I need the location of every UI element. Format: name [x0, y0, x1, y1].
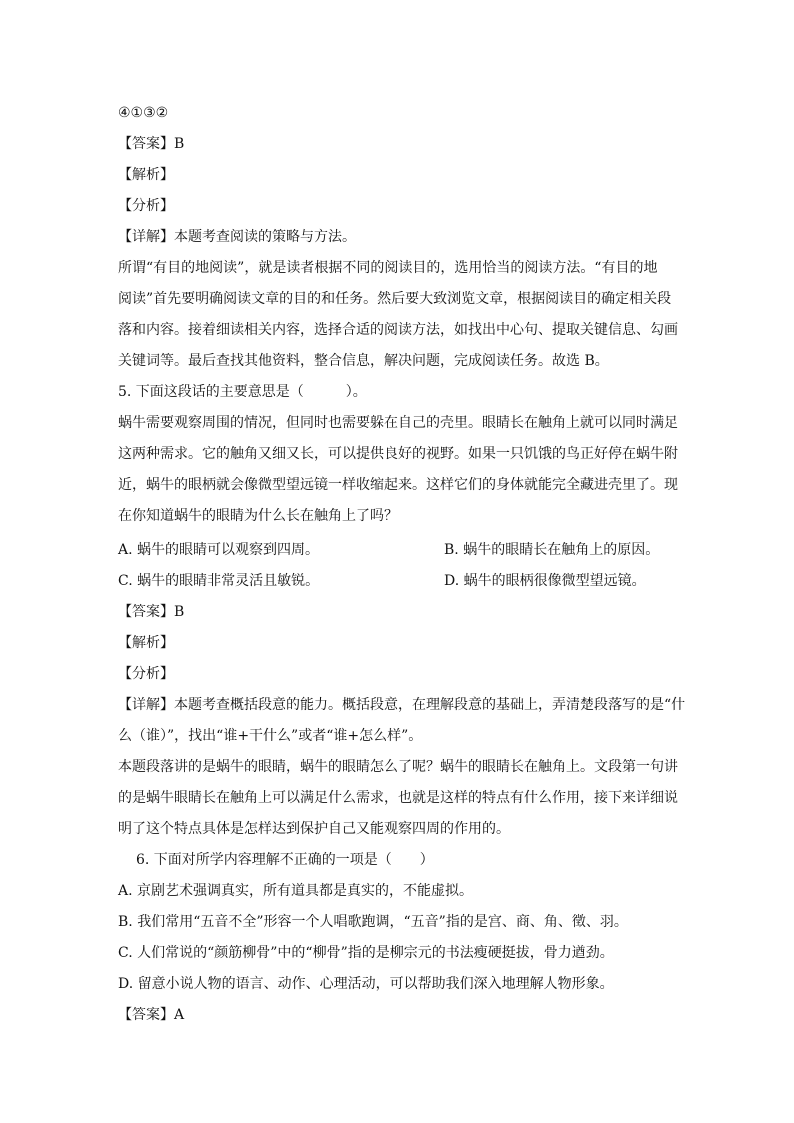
q5-explanation-line: 明了这个特点具体是怎样达到保护自己又能观察四周的作用的。	[118, 821, 510, 837]
q5-detail-line: 么（谁）”，找出“谁+干什么”或者“谁+怎么样”。	[118, 728, 423, 744]
q4-option-d-tail: ④①③②	[118, 105, 169, 121]
q4-detail: 【详解】本题考查阅读的策略与方法。	[118, 229, 356, 245]
q4-analysis-heading: 【解析】	[118, 167, 174, 183]
q5-explanation-line: 的是蜗牛眼睛长在触角上可以满足什么需求，也就是这样的特点有什么作用，接下来详细说	[118, 790, 678, 806]
q4-answer: 【答案】B	[118, 136, 185, 152]
q5-stem: 5. 下面这段话的主要意思是（ ）。	[118, 384, 367, 400]
q6-option-b: B. 我们常用“五音不全”形容一个人唱歌跑调，“五音”指的是宫、商、角、徵、羽。	[118, 914, 628, 930]
q6-option-c: C. 人们常说的“颜筋柳骨”中的“柳骨”指的是柳宗元的书法瘦硬挺拔，骨力遒劲。	[118, 945, 614, 961]
q6-option-a: A. 京剧艺术强调真实，所有道具都是真实的，不能虚拟。	[118, 883, 474, 899]
q5-option-b: B. 蜗牛的眼睛长在触角上的原因。	[444, 542, 660, 558]
q5-option-a: A. 蜗牛的眼睛可以观察到四周。	[118, 542, 320, 558]
q5-option-c: C. 蜗牛的眼睛非常灵活且敏锐。	[118, 573, 320, 589]
q5-fenxi-heading: 【分析】	[118, 666, 174, 682]
q5-detail-line: 【详解】本题考查概括段意的能力。概括段意，在理解段意的基础上，弄清楚段落写的是“什	[118, 697, 686, 713]
q4-explanation-line: 关键词等。最后查找其他资料，整合信息，解决问题，完成阅读任务。故选 B。	[118, 353, 609, 369]
q4-fenxi-heading: 【分析】	[118, 198, 174, 214]
q6-option-d: D. 留意小说人物的语言、动作、心理活动，可以帮助我们深入地理解人物形象。	[118, 976, 614, 992]
q4-explanation-line: 所谓“有目的地阅读”，就是读者根据不同的阅读目的，选用恰当的阅读方法。“有目的地	[118, 260, 658, 276]
q4-explanation-line: 落和内容。接着细读相关内容，选择合适的阅读方法，如找出中心句、提取关键信息、勾画	[118, 322, 678, 338]
q5-option-d: D. 蜗牛的眼柄很像微型望远镜。	[444, 573, 646, 589]
q5-passage-line: 这两种需求。它的触角又细又长，可以提供良好的视野。如果一只饥饿的鸟正好停在蜗牛附	[118, 446, 678, 462]
q6-stem: 6. 下面对所学内容理解不正确的一项是（ ）	[136, 852, 434, 868]
q4-explanation-line: 阅读”首先要明确阅读文章的目的和任务。然后要大致浏览文章，根据阅读目的确定相关段	[118, 291, 672, 307]
q5-analysis-heading: 【解析】	[118, 635, 174, 651]
q5-answer: 【答案】B	[118, 604, 185, 620]
q5-explanation-line: 本题段落讲的是蜗牛的眼睛，蜗牛的眼睛怎么了呢？蜗牛的眼睛长在触角上。文段第一句讲	[118, 759, 678, 775]
q5-passage-line: 蜗牛需要观察周围的情况，但同时也需要躲在自己的壳里。眼睛长在触角上就可以同时满足	[118, 415, 678, 431]
q6-answer: 【答案】A	[118, 1007, 185, 1023]
q5-passage-line: 近，蜗牛的眼柄就会像微型望远镜一样收缩起来。这样它们的身体就能完全藏进壳里了。现	[118, 477, 678, 493]
q5-passage-line: 在你知道蜗牛的眼睛为什么长在触角上了吗？	[118, 508, 398, 524]
